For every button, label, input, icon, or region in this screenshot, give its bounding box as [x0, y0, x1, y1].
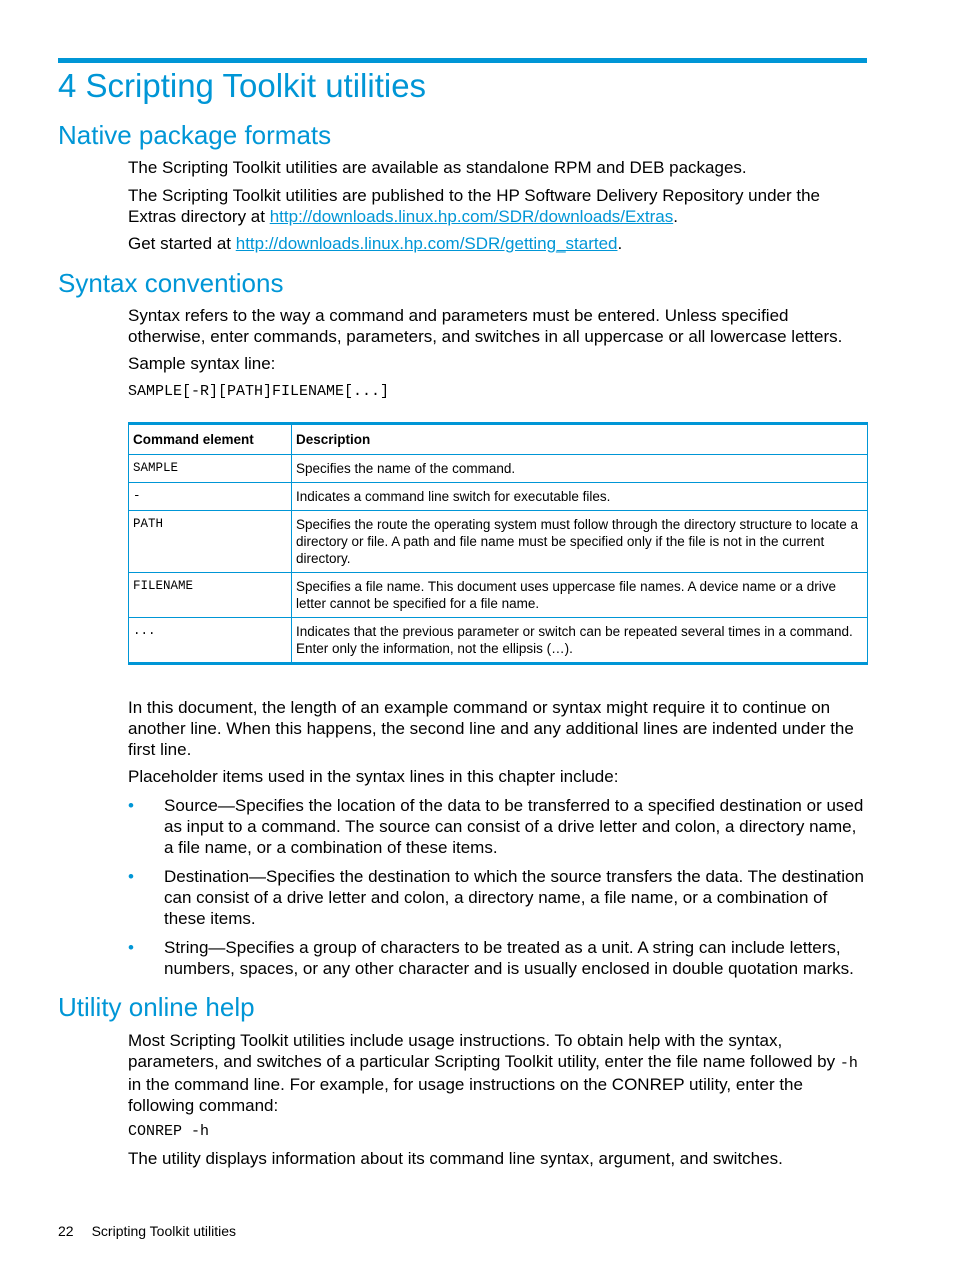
paragraph — [128, 185, 870, 227]
chapter-title: 4 Scripting Toolkit utilities — [58, 67, 427, 104]
heading-utility-online-help: Utility online help — [58, 992, 255, 1022]
table-cell-element: PATH — [129, 511, 292, 573]
paragraph — [128, 1030, 870, 1116]
paragraph-text: Most Scripting Toolkit utilities include usage instructions. To obtain help with the syntax, parameters, and switches of a particular Scripting Toolkit utility, enter the file name followed by — [128, 1031, 840, 1071]
example-command: CONREP -h — [128, 1123, 210, 1140]
table-cell-description: Indicates that the previous parameter or switch can be repeated several times in a command. Enter only the information, not the ellipsis (…). — [292, 618, 868, 664]
list-item-text: Source—Specifies the location of the data to be transferred to a specified destination or used as input to a command. The source can consist of a drive letter and colon, a directory name, a file name, or a combination of these items. — [164, 796, 864, 857]
column-header: Description — [292, 424, 868, 455]
table-cell-description: Specifies the name of the command. — [292, 455, 868, 483]
table-row — [129, 511, 868, 573]
heading-native-package-formats: Native package formats — [58, 120, 332, 150]
paragraph-text: The Scripting Toolkit utilities are published to the HP Software Delivery Repository under the Extras directory at — [128, 186, 821, 226]
table-cell-description: Specifies a file name. This document uses uppercase file names. A device name or a drive letter cannot be specified for a file name. — [292, 573, 868, 618]
paragraph: In this document, the length of an example command or syntax might require it to continue on another line. When this happens, the second line and any additional lines are indented under the first line. — [128, 698, 854, 759]
paragraph: The Scripting Toolkit utilities are available as standalone RPM and DEB packages. — [128, 158, 747, 177]
table-header-row — [129, 424, 868, 455]
paragraph: Syntax refers to the way a command and parameters must be entered. Unless specified otherwise, enter commands, parameters, and switches in all uppercase or all lowercase letters. — [128, 306, 843, 346]
table-cell-element: SAMPLE — [129, 455, 292, 483]
list-item-text: String—Specifies a group of characters to be treated as a unit. A string can include letters, numbers, spaces, or any other character and is usually enclosed in double quotation marks. — [164, 938, 854, 978]
sample-syntax-line: SAMPLE[-R][PATH]FILENAME[...] — [128, 383, 390, 400]
table-row — [129, 483, 868, 511]
paragraph-text: . — [673, 207, 678, 226]
chapter-rule — [58, 58, 867, 63]
page-number: 22 — [58, 1223, 74, 1239]
paragraph: Placeholder items used in the syntax lines in this chapter include: — [128, 767, 619, 786]
getting-started-link[interactable]: http://downloads.linux.hp.com/SDR/getting_started — [235, 234, 618, 253]
extras-link[interactable]: http://downloads.linux.hp.com/SDR/downloads/Extras — [269, 207, 674, 226]
paragraph-text: in the command line. For example, for usage instructions on the CONREP utility, enter the following command: — [128, 1075, 803, 1115]
paragraph-text: Get started at — [128, 234, 236, 253]
placeholder-list — [128, 795, 870, 987]
table-cell-description: Indicates a command line switch for executable files. — [292, 483, 868, 511]
paragraph-text: . — [617, 234, 623, 253]
table-row — [129, 573, 868, 618]
list-item-text: Destination—Specifies the destination to which the source transfers the data. The destination can consist of a drive letter and colon, a directory name, a file name, or a combination of these items. — [164, 867, 864, 928]
list-item — [128, 795, 870, 858]
table-cell-element: - — [129, 483, 292, 511]
bullet-icon: • — [128, 796, 134, 815]
column-header: Command element — [129, 424, 292, 455]
paragraph: The utility displays information about its command line syntax, argument, and switches. — [128, 1149, 783, 1168]
table-cell-element: FILENAME — [129, 573, 292, 618]
footer-section-title: Scripting Toolkit utilities — [91, 1223, 237, 1239]
list-item — [128, 866, 870, 929]
bullet-icon: • — [128, 867, 134, 886]
table-row — [129, 618, 868, 664]
paragraph: Sample syntax line: — [128, 354, 276, 373]
table-cell-element: ... — [129, 618, 292, 664]
command-element-table — [128, 422, 868, 665]
bullet-icon: • — [128, 938, 134, 957]
inline-code: -h — [839, 1055, 858, 1072]
paragraph — [128, 233, 870, 254]
table-row — [129, 455, 868, 483]
list-item — [128, 937, 870, 979]
heading-syntax-conventions: Syntax conventions — [58, 268, 284, 298]
page-footer — [58, 1222, 236, 1240]
table-cell-description: Specifies the route the operating system must follow through the directory structure to locate a directory or file. A path and file name must be specified only if the file is not in the current directory. — [292, 511, 868, 573]
